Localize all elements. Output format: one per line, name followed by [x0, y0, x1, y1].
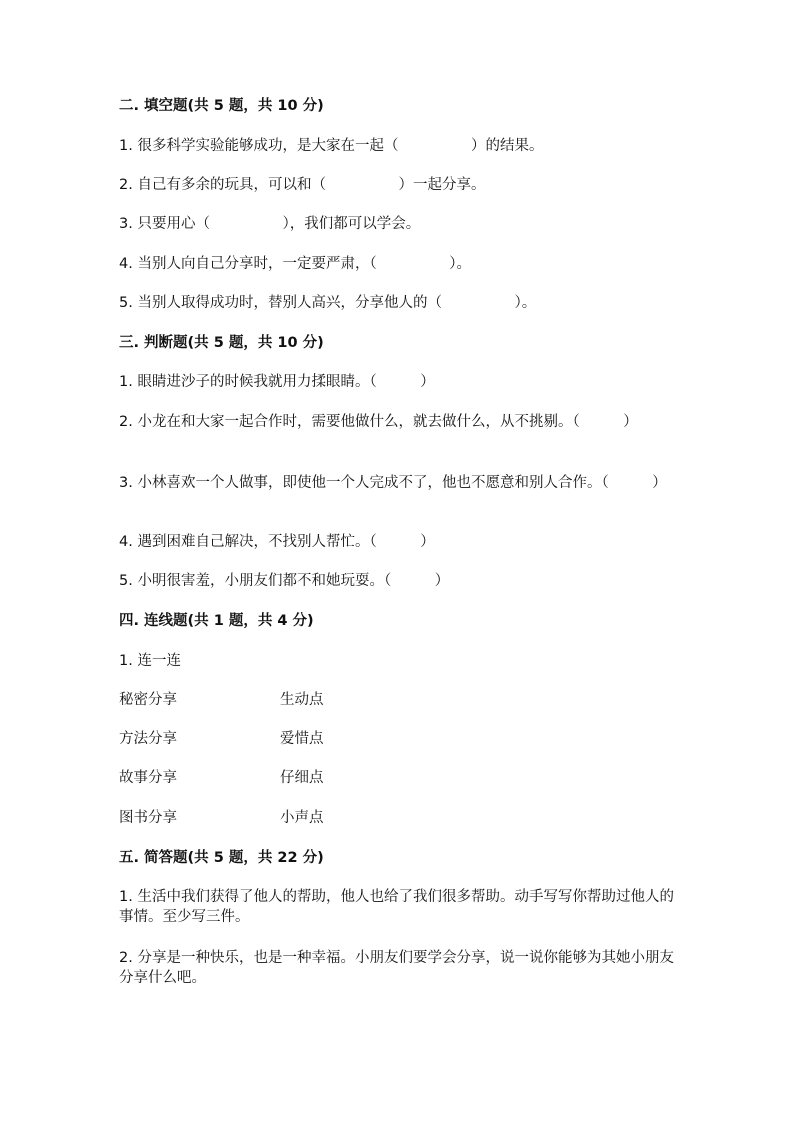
judge-question-3: 3. 小林喜欢一个人做事，即使他一个人完成不了，他也不愿意和别人合作。（ ） — [119, 475, 667, 491]
match-right-3: 仔细点 — [280, 770, 324, 786]
match-left-1: 秘密分享 — [119, 692, 177, 708]
fill-question-5: 5. 当别人取得成功时，替别人高兴，分享他人的（ ）。 — [119, 295, 537, 311]
fill-question-4: 4. 当别人向自己分享时，一定要严肃，（ ）。 — [119, 256, 471, 272]
short-question-1: 1. 生活中我们获得了他人的帮助，他人也给了我们很多帮助。动手写写你帮助过他人的事情。至少写三件。 — [119, 889, 674, 925]
section-heading-judge: 三. 判断题(共 5 题，共 10 分) — [119, 335, 324, 351]
match-question: 1. 连一连 — [119, 653, 181, 669]
section-heading-fill: 二. 填空题(共 5 题，共 10 分) — [119, 98, 324, 114]
match-left-3: 故事分享 — [119, 770, 177, 786]
match-right-4: 小声点 — [280, 810, 324, 826]
judge-question-4: 4. 遇到困难自己解决，不找别人帮忙。（ ） — [119, 534, 435, 550]
short-question-2: 2. 分享是一种快乐，也是一种幸福。小朋友们要学会分享，说一说你能够为其她小朋友分享什么吧。 — [119, 950, 674, 986]
judge-question-5: 5. 小明很害羞，小朋友们都不和她玩耍。（ ） — [119, 573, 450, 589]
section-heading-short: 五. 简答题(共 5 题，共 22 分) — [119, 850, 324, 866]
match-right-1: 生动点 — [280, 692, 324, 708]
match-left-4: 图书分享 — [119, 810, 177, 826]
judge-question-1: 1. 眼睛进沙子的时候我就用力揉眼睛。（ ） — [119, 374, 435, 390]
match-right-2: 爱惜点 — [280, 731, 324, 747]
fill-question-2: 2. 自己有多余的玩具，可以和（ ）一起分享。 — [119, 177, 486, 193]
fill-question-3: 3. 只要用心（ ），我们都可以学会。 — [119, 216, 421, 232]
fill-question-1: 1. 很多科学实验能够成功，是大家在一起（ ）的结果。 — [119, 138, 544, 154]
section-heading-match: 四. 连线题(共 1 题，共 4 分) — [119, 613, 314, 629]
judge-question-2: 2. 小龙在和大家一起合作时，需要他做什么，就去做什么，从不挑剔。（ ） — [119, 414, 638, 430]
match-left-2: 方法分享 — [119, 731, 177, 747]
